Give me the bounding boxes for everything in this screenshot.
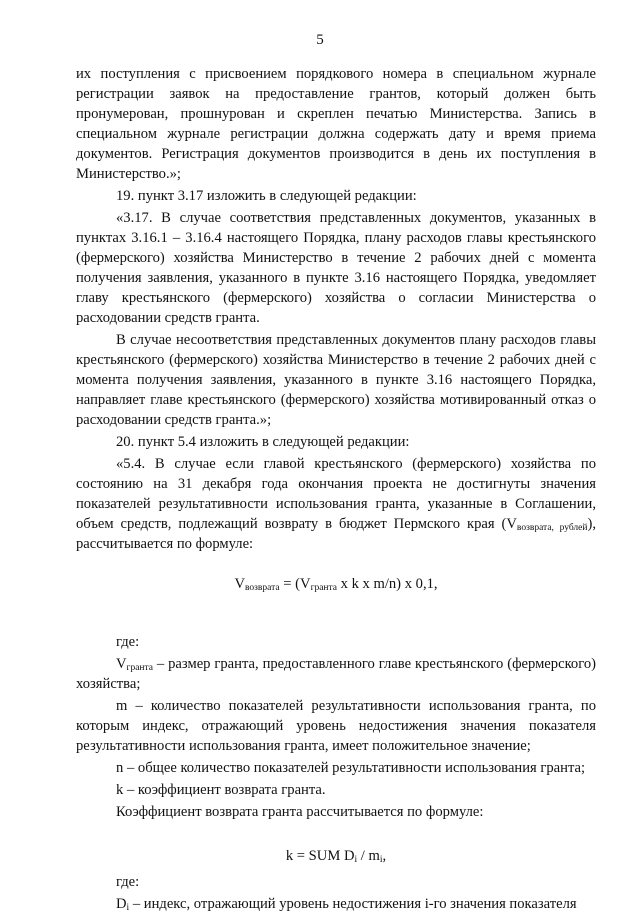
document-body xyxy=(76,64,596,916)
formula-2-b: / m xyxy=(357,848,380,864)
definition-v-text: – размер гранта, предоставленного главе крестьянского (фермерского) хозяйства; xyxy=(76,656,596,692)
formula-1-mid-sub: гранта xyxy=(310,583,337,593)
formula-1-lhs: V xyxy=(234,576,245,592)
formula-2-b-sub: i xyxy=(379,855,383,865)
paragraph-3-17-refusal: В случае несоответствия представленных документов плану расходов главы крестьянского (фермерского) хозяйства Министерство в течение 2 рабочих дней с момента получения заявления, указанного в пункте 3.16 настоящего Порядка, направляет главе крестьянского (фермерского) хозяйства мотивированный отказ о расходовании средств гранта.»; xyxy=(76,332,596,428)
definition-k: k – коэффициент возврата гранта. xyxy=(116,782,326,798)
definition-d-sub: i xyxy=(126,903,130,913)
definition-m: m – количество показателей результативности использования гранта, по которым индекс, отражающий уровень недостижения значения показателя результативности использования гранта, имеет положительное значение; xyxy=(76,698,596,754)
definition-n: n – общее количество показателей результативности использования гранта; xyxy=(116,760,586,776)
where-label-2: где: xyxy=(116,874,140,890)
formula-2-a: k = SUM D xyxy=(285,848,355,864)
formula-1-mid: = (V xyxy=(279,576,311,592)
paragraph-item-20: 20. пункт 5.4 изложить в следующей редакции: xyxy=(116,434,410,450)
paragraph-5-4-subscript: возврата, рублей xyxy=(516,523,588,533)
definition-v-sub: гранта xyxy=(126,663,153,673)
paragraph-5-4-end: ), рассчитывается по формуле: xyxy=(76,516,596,552)
definition-v-grant xyxy=(76,654,596,694)
definition-d xyxy=(76,894,596,914)
formula-coefficient xyxy=(76,846,596,866)
definition-d-text: – индекс, отражающий уровень недостижения i-го значения показателя xyxy=(129,896,577,912)
formula-return-amount xyxy=(76,574,596,594)
definition-d-var: D xyxy=(116,896,127,912)
page-number: 5 xyxy=(316,32,324,48)
paragraph-registration: их поступления с присвоением порядкового номера в специальном журнале регистрации заявок на предоставление грантов, который должен быть пронумерован, прошнурован и скреплен печатью Министерства. Запись в специальном журнале регистрации должна содержать дату и время приема документов. Регистрация документов производится в день их поступления в Министерство.»; xyxy=(76,66,596,182)
definition-v-var: V xyxy=(116,656,127,672)
paragraph-3-17: «3.17. В случае соответствия представленных документов, указанных в пунктах 3.16.1 – 3.16.4 настоящего Порядка, плану расходов главы крестьянского (фермерского) хозяйства Министерство в течение 2 рабочих дней с момента получения заявления, указанного в пункте 3.16 настоящего Порядка, уведомляет главу крестьянского (фермерского) хозяйства о согласии Министерства о расходовании средств гранта. xyxy=(76,210,596,326)
paragraph-5-4-var: V xyxy=(506,516,517,532)
formula-2-a-sub: i xyxy=(354,855,358,865)
paragraph-item-19: 19. пункт 3.17 изложить в следующей редакции: xyxy=(116,188,417,204)
formula-1-lhs-sub: возврата xyxy=(245,583,280,593)
paragraph-5-4-text: «5.4. В случае если главой крестьянского (фермерского) хозяйства по состоянию на 31 декабря года окончания проекта не достигнуты значения показателей результативности использования гранта, указанные в Соглашении, объем средств, подлежащий возврату в бюджет Пермского края ( xyxy=(76,456,596,532)
paragraph-5-4 xyxy=(76,454,596,554)
coefficient-intro: Коэффициент возврата гранта рассчитывается по формуле: xyxy=(116,804,484,820)
formula-2-c: , xyxy=(382,848,387,864)
formula-1-rest: x k x m/n) x 0,1, xyxy=(337,576,438,592)
where-label-1: где: xyxy=(116,634,140,650)
